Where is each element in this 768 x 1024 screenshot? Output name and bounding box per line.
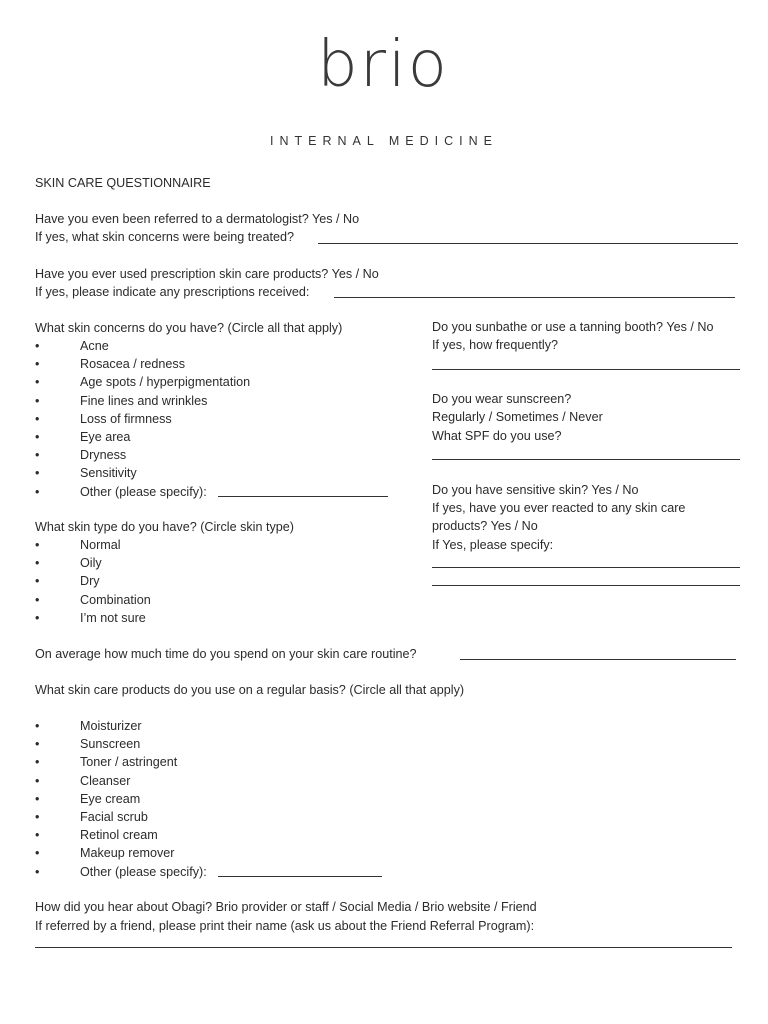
spf-question: What SPF do you use? <box>432 429 562 443</box>
list-item[interactable]: Age spots / hyperpigmentation <box>80 375 251 390</box>
list-item[interactable]: Cleanser <box>80 773 131 788</box>
list-item[interactable]: Combination <box>80 592 151 607</box>
list-item[interactable]: Rosacea / redness <box>80 357 186 372</box>
prescription-answer-line[interactable] <box>334 297 735 298</box>
list-item[interactable]: Makeup remover <box>80 846 175 861</box>
list-item[interactable]: Dryness <box>80 448 127 463</box>
time-answer-line[interactable] <box>460 659 736 660</box>
sensitive-line3: products? Yes / No <box>432 519 538 533</box>
bullet-icon: • <box>35 864 40 879</box>
bullet-icon: • <box>35 448 40 463</box>
concerns-question: What skin concerns do you have? (Circle all that apply) <box>35 321 343 335</box>
sensitive-question: Do you have sensitive skin? Yes / No <box>432 483 639 497</box>
dermatologist-followup: If yes, what skin concerns were being treated? <box>35 230 295 244</box>
list-item[interactable]: Sunscreen <box>80 737 141 752</box>
bullet-icon: • <box>35 810 40 824</box>
bullet-icon: • <box>35 411 40 426</box>
friend-name-line[interactable] <box>35 947 732 948</box>
bullet-icon: • <box>35 484 40 499</box>
hear-question: How did you hear about Obagi? Brio provider or staff / Social Media / Brio website / Friend <box>35 900 537 914</box>
prescription-question: Have you ever used prescription skin care products? Yes / No <box>35 267 379 281</box>
list-item[interactable]: Retinol cream <box>80 828 158 843</box>
skin-type-question: What skin type do you have? (Circle skin type) <box>35 520 294 534</box>
list-item[interactable]: Moisturizer <box>80 719 142 733</box>
bullet-icon: • <box>35 592 40 607</box>
bullet-icon: • <box>35 737 40 752</box>
bullet-icon: • <box>35 773 40 788</box>
page-subtitle: INTERNAL MEDICINE <box>270 134 498 148</box>
bullet-icon: • <box>35 430 40 444</box>
brio-logo <box>308 20 458 115</box>
list-item[interactable]: Toner / astringent <box>80 755 178 770</box>
hear-followup: If referred by a friend, please print their name (ask us about the Friend Referral Program): <box>35 919 535 933</box>
bullet-icon: • <box>35 610 40 625</box>
products-other-line[interactable] <box>218 876 382 877</box>
list-item[interactable]: Eye area <box>80 430 131 444</box>
prescription-followup: If yes, please indicate any prescriptions received: <box>35 285 310 299</box>
sunbathe-question: Do you sunbathe or use a tanning booth? Yes / No <box>432 320 714 334</box>
bullet-icon: • <box>35 791 40 806</box>
list-item[interactable]: Fine lines and wrinkles <box>80 393 208 408</box>
bullet-icon: • <box>35 719 40 733</box>
list-item[interactable]: Other (please specify): <box>80 484 207 499</box>
list-item[interactable]: Normal <box>80 538 121 552</box>
concerns-other-line[interactable] <box>218 496 388 497</box>
bullet-icon: • <box>35 846 40 861</box>
sensitive-line2: If yes, have you ever reacted to any skin care <box>432 501 686 515</box>
list-item[interactable]: Facial scrub <box>80 810 148 824</box>
bullet-icon: • <box>35 339 40 353</box>
spf-answer-line[interactable] <box>432 459 740 460</box>
bullet-icon: • <box>35 556 40 571</box>
bullet-icon: • <box>35 375 40 390</box>
dermatologist-answer-line[interactable] <box>318 243 738 244</box>
list-item[interactable]: Other (please specify): <box>80 864 207 879</box>
sunscreen-options: Regularly / Sometimes / Never <box>432 410 603 424</box>
bullet-icon: • <box>35 828 40 843</box>
bullet-icon: • <box>35 574 40 589</box>
list-item[interactable]: Eye cream <box>80 791 141 806</box>
list-item[interactable]: I’m not sure <box>80 610 146 625</box>
time-question: On average how much time do you spend on your skin care routine? <box>35 647 417 661</box>
dermatologist-question: Have you even been referred to a dermatologist? Yes / No <box>35 212 360 226</box>
sunbathe-followup: If yes, how frequently? <box>432 338 559 352</box>
sunscreen-question: Do you wear sunscreen? <box>432 392 572 406</box>
bullet-icon: • <box>35 538 40 552</box>
list-item[interactable]: Loss of firmness <box>80 411 172 426</box>
products-question: What skin care products do you use on a regular basis? (Circle all that apply) <box>35 683 465 697</box>
bullet-icon: • <box>35 357 40 372</box>
sensitive-answer-line-1[interactable] <box>432 567 740 568</box>
list-item[interactable]: Acne <box>80 339 109 353</box>
logo-wordmark: brio <box>317 28 449 102</box>
sunbathe-answer-line[interactable] <box>432 369 740 370</box>
bullet-icon: • <box>35 466 40 481</box>
form-title: SKIN CARE QUESTIONNAIRE <box>35 176 211 190</box>
sensitive-followup: If Yes, please specify: <box>432 538 554 552</box>
list-item[interactable]: Sensitivity <box>80 466 137 481</box>
bullet-icon: • <box>35 755 40 770</box>
bullet-icon: • <box>35 393 40 408</box>
list-item[interactable]: Oily <box>80 556 102 571</box>
list-item[interactable]: Dry <box>80 574 100 589</box>
sensitive-answer-line-2[interactable] <box>432 585 740 586</box>
